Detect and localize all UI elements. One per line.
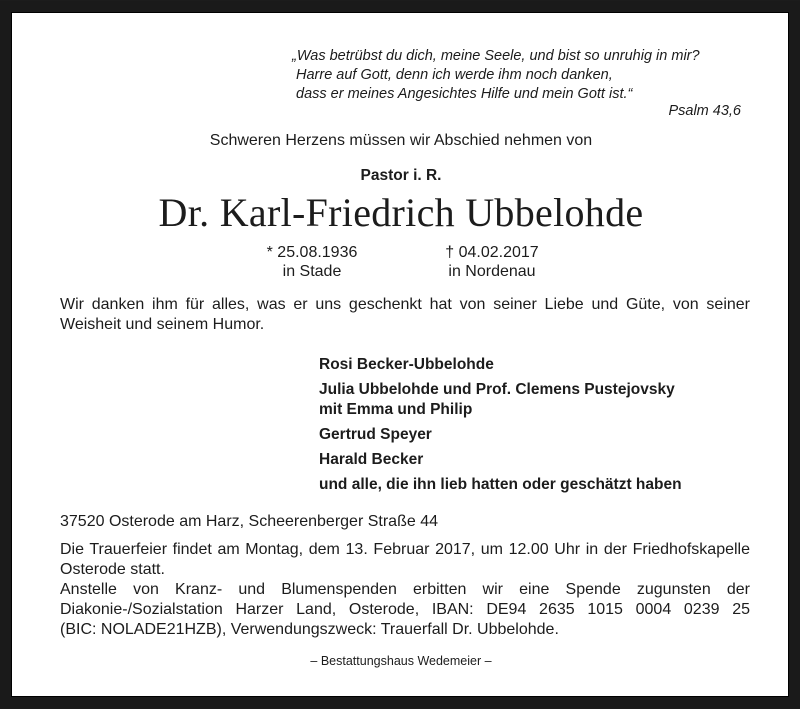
death-info bbox=[417, 243, 567, 281]
funeral-home: – Bestattungshaus Wedemeier – bbox=[310, 654, 492, 668]
donation-line: Anstelle von Kranz- und Blumenspenden erbitten wir eine Spende zugunsten der bbox=[60, 581, 750, 598]
deceased-title: Pastor i. R. bbox=[360, 167, 442, 184]
deceased-name: Dr. Karl-Friedrich Ubbelohde bbox=[158, 190, 644, 235]
mourner: und alle, die ihn lieb hatten oder geschätzt haben bbox=[319, 476, 682, 493]
death-date: † 04.02.2017 bbox=[445, 244, 539, 261]
address: 37520 Osterode am Harz, Scheerenberger Straße 44 bbox=[60, 513, 438, 530]
mourner: Julia Ubbelohde und Prof. Clemens Pustejovsky bbox=[319, 381, 675, 398]
verse-line: dass er meines Angesichtes Hilfe und mein Gott ist.“ bbox=[296, 86, 633, 102]
donation-line: Diakonie-/Sozialstation Harzer Land, Osterode, IBAN: DE94 2635 1015 0004 0239 25 bbox=[60, 601, 750, 618]
verse-line: „Was betrübst du dich, meine Seele, und bist so unruhig in mir? bbox=[292, 48, 700, 64]
birth-info bbox=[237, 243, 387, 281]
verse-source: Psalm 43,6 bbox=[668, 103, 741, 119]
donation-info bbox=[60, 580, 750, 640]
mourner: Rosi Becker-Ubbelohde bbox=[319, 356, 494, 373]
birth-date: * 25.08.1936 bbox=[266, 244, 358, 261]
birth-place: in Stade bbox=[282, 263, 342, 280]
bible-verse bbox=[292, 47, 700, 104]
mourners-list bbox=[319, 355, 682, 495]
mourner: Harald Becker bbox=[319, 451, 424, 468]
mourner: Gertrud Speyer bbox=[319, 426, 432, 443]
mourner: mit Emma und Philip bbox=[319, 401, 473, 418]
verse-line: Harre auf Gott, denn ich werde ihm noch danken, bbox=[296, 67, 613, 83]
service-info: Die Trauerfeier findet am Montag, dem 13. Februar 2017, um 12.00 Uhr in der Friedhofskapelle Osterode statt. bbox=[60, 541, 750, 578]
obituary-notice bbox=[11, 12, 789, 697]
thanks-text: Wir danken ihm für alles, was er uns geschenkt hat von seiner Liebe und Güte, von seiner Weisheit und seinem Humor. bbox=[60, 296, 750, 333]
intro-text: Schweren Herzens müssen wir Abschied nehmen von bbox=[209, 132, 593, 149]
death-place: in Nordenau bbox=[448, 263, 536, 280]
donation-line: (BIC: NOLADE21HZB), Verwendungszweck: Trauerfall Dr. Ubbelohde. bbox=[60, 621, 559, 638]
